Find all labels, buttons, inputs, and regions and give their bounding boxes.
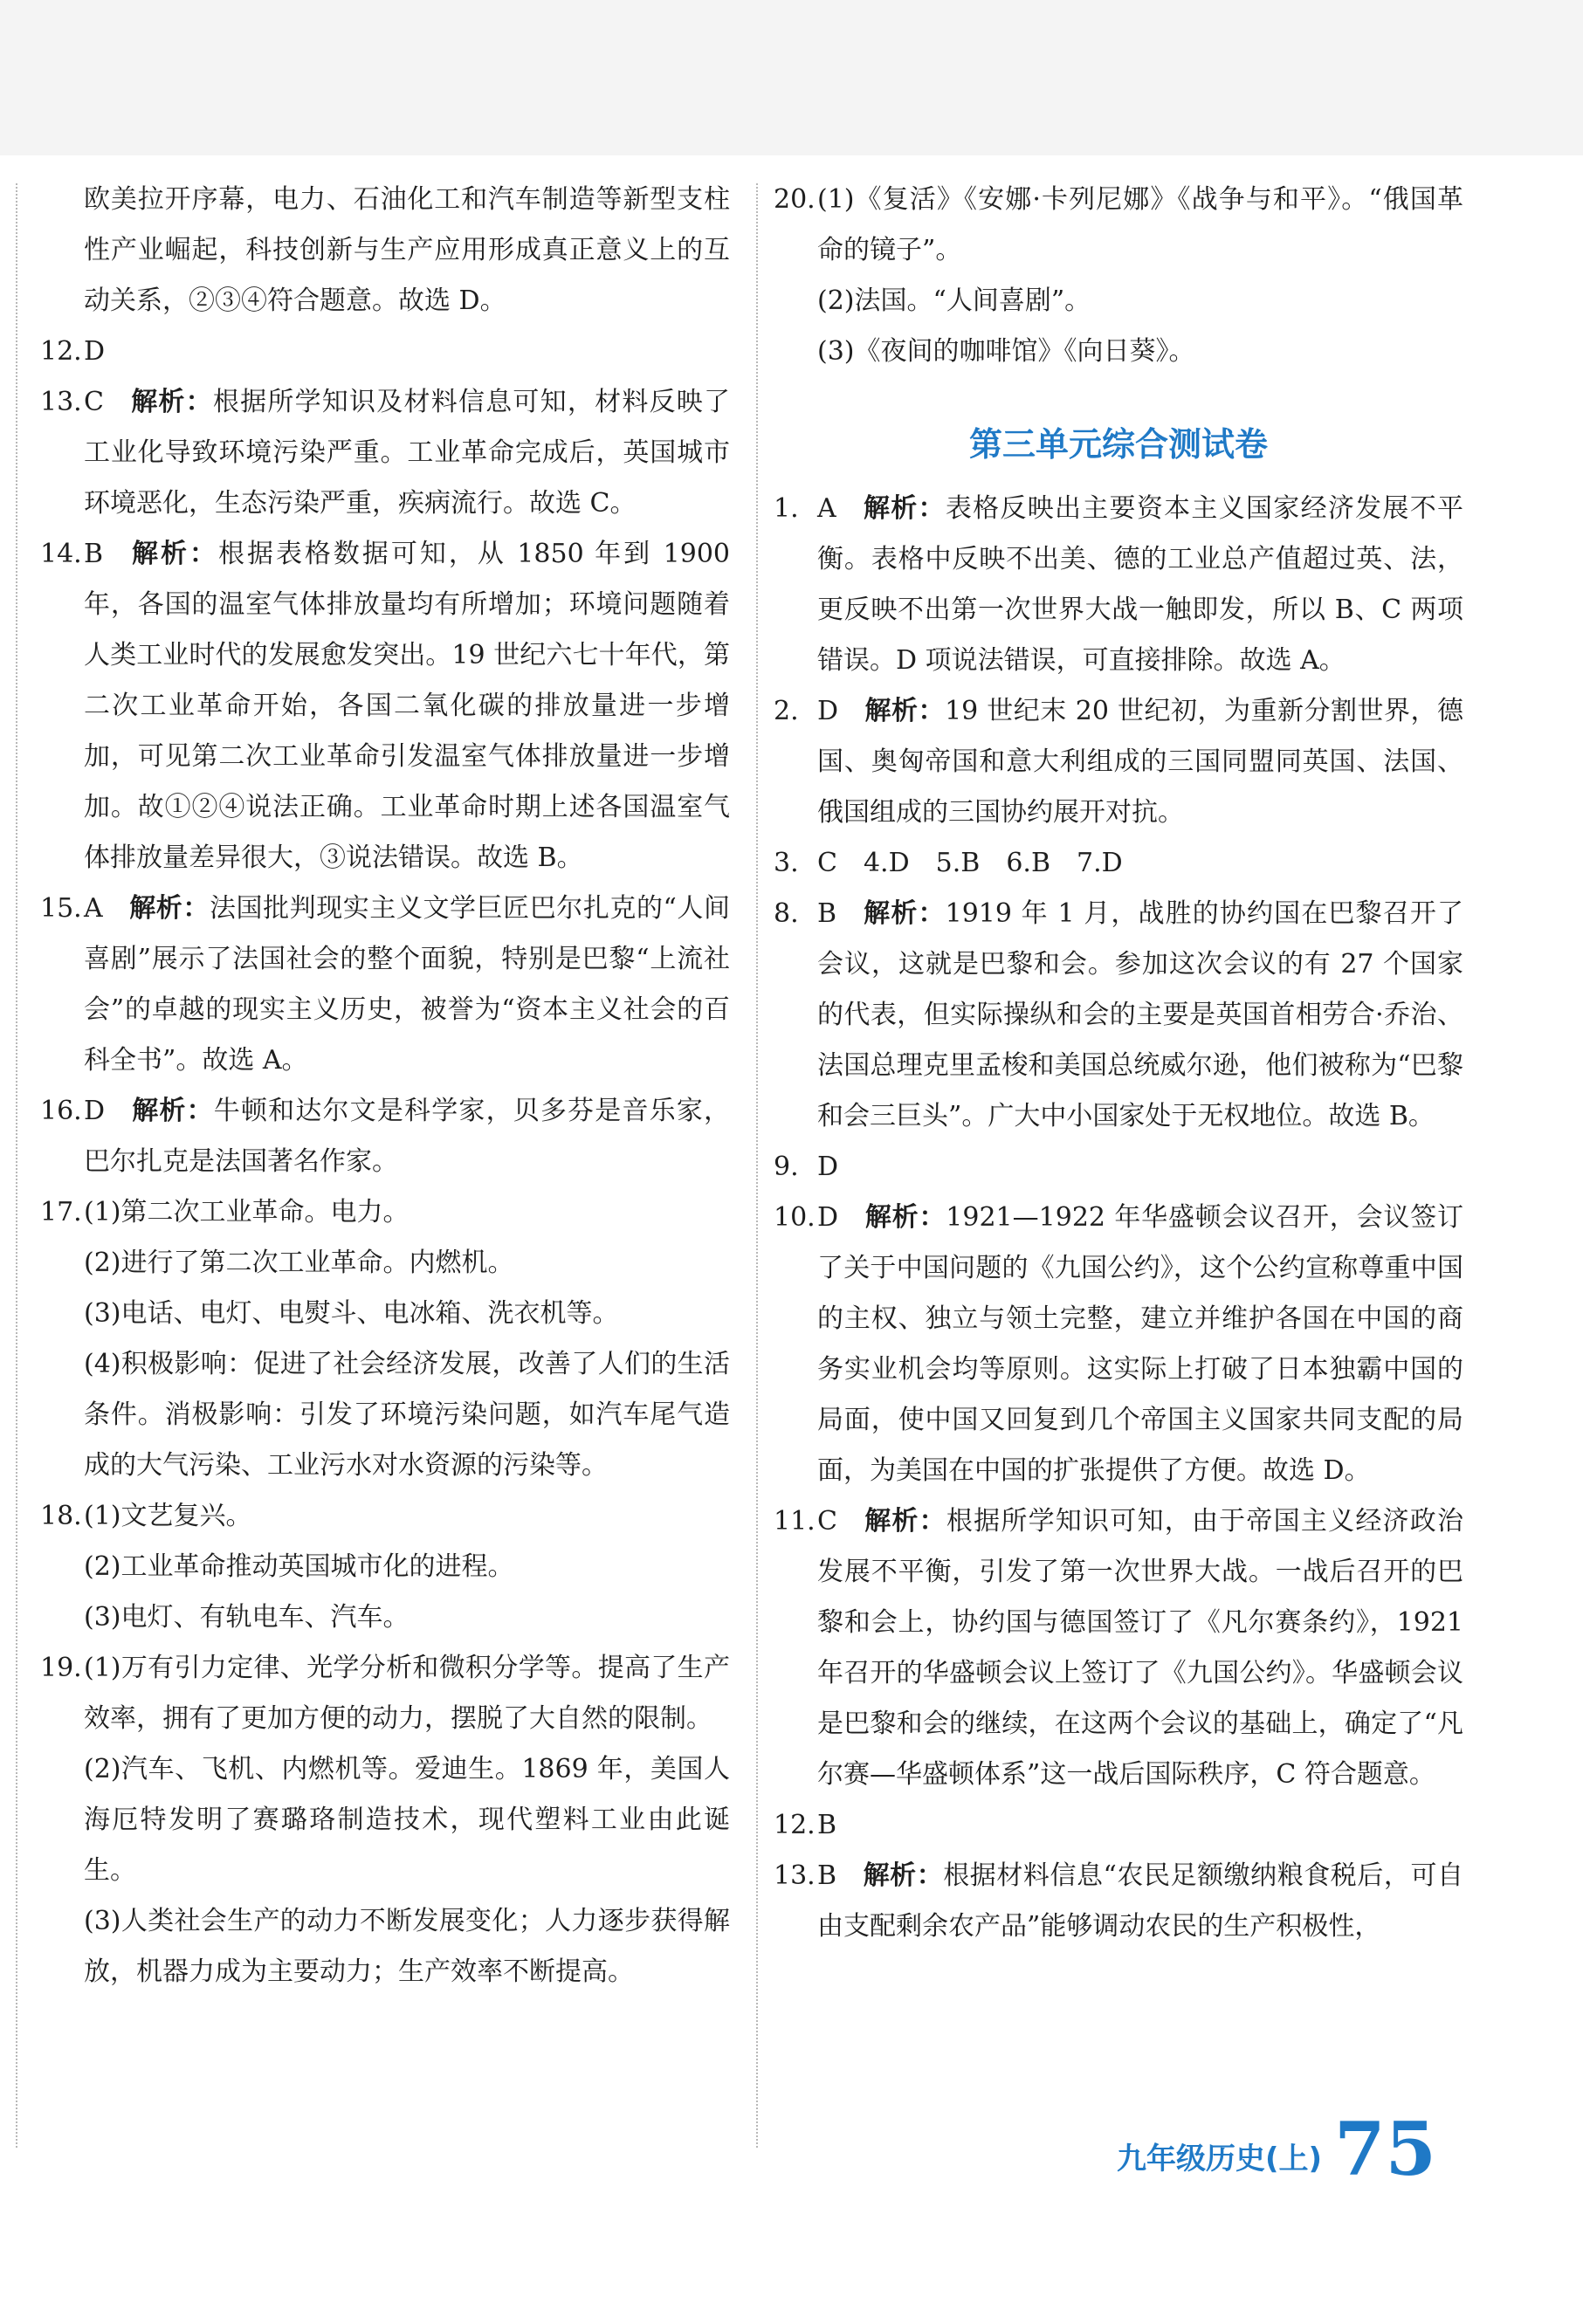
- question-number: 5.: [935, 848, 961, 878]
- question-number: 13.: [774, 1860, 816, 1891]
- answer-item: [40, 327, 730, 377]
- analysis-text: 根据所学知识及材料信息可知，材料反映了工业化导致环境污染严重。工业革命完成后，英国城市环境恶化，生态污染严重，疾病流行。故选 C。: [84, 387, 731, 519]
- question-number: 7.: [1077, 848, 1102, 878]
- answer-part: (3)电话、电灯、电熨斗、电冰箱、洗衣机等。: [84, 1298, 619, 1329]
- answer-part: (1)万有引力定律、光学分析和微积分学等。提高了生产效率，拥有了更加方便的动力，摆脱了大自然的限制。: [84, 1653, 730, 1734]
- analysis-text: 表格反映出主要资本主义国家经济发展不平衡。表格中反映不出美、德的工业总产值超过英、法，更反映不出第一次世界大战一触即发，所以 B、C 两项错误。D 项说法错误，可直接排除。故选 A。: [817, 493, 1464, 676]
- answer-letter: D: [84, 336, 106, 367]
- analysis-text: 根据材料信息“农民足额缴纳粮食税后，可自由支配剩余农产品”能够调动农民的生产积极性，: [817, 1860, 1464, 1942]
- answer-item: [774, 1851, 1463, 1952]
- question-number: 9.: [774, 1152, 799, 1182]
- answer-part: (3)人类社会生产的动力不断发展变化；人力逐步获得解放，机器力成为主要动力；生产效率不断提高。: [84, 1906, 730, 1987]
- answer-item: [774, 1142, 1463, 1193]
- question-number: 6.: [1006, 848, 1031, 878]
- answer-part: (3)《夜间的咖啡馆》《向日葵》。: [817, 336, 1195, 367]
- answer-part: (1)第二次工业革命。电力。: [84, 1197, 410, 1227]
- question-number: 17.: [40, 1197, 82, 1227]
- analysis-label: 解析：: [864, 696, 946, 726]
- answer-item: [774, 484, 1463, 686]
- analysis-label: 解析：: [863, 1506, 946, 1537]
- answer-item: [774, 175, 1463, 377]
- answer-letter: C: [84, 387, 104, 417]
- answer-letter: B: [960, 848, 981, 878]
- analysis-text: 1921—1922 年华盛顿会议召开，会议签订了关于中国问题的《九国公约》，这个公约宣称尊重中国的主权、独立与领土完整，建立并维护各国在中国的商务实业机会均等原则。这实际上打破了日本独霸中国的局面，使中国又回复到几个帝国主义国家共同支配的局面，为美国在中国的扩张提供了方便。故选 D。: [817, 1202, 1464, 1486]
- answer-part: (1)文艺复兴。: [84, 1501, 252, 1531]
- column-divider-left: [16, 183, 17, 2148]
- analysis-text: 法国批判现实主义文学巨匠巴尔扎克的“人间喜剧”展示了法国社会的整个面貌，特别是巴黎“上流社会”的卓越的现实主义历史，被誉为“资本主义社会的百科全书”。故选 A。: [84, 893, 731, 1076]
- question-number: 13.: [40, 387, 82, 417]
- question-number: 8.: [774, 898, 799, 929]
- answer-letter: A: [817, 493, 836, 524]
- answer-letter: B: [84, 539, 104, 569]
- answer-item: [774, 1496, 1463, 1800]
- answer-item: [40, 1187, 730, 1491]
- analysis-label: 解析：: [864, 1202, 946, 1233]
- answer-letter: A: [84, 893, 103, 924]
- question-number: 18.: [40, 1501, 82, 1531]
- footer-subject: 九年级历史(上): [1117, 2142, 1323, 2176]
- analysis-text: 根据所学知识可知，由于帝国主义经济政治发展不平衡，引发了第一次世界大战。一战后召开的巴黎和会上，协约国与德国签订了《凡尔赛条约》，1921 年召开的华盛顿会议上签订了《九国公约》。华盛顿会议是巴黎和会的继续，在这两个会议的基础上，确定了“凡尔赛—华盛顿体系”这一战后国际秩序，C 符合题意。: [817, 1506, 1464, 1790]
- page-number: 75: [1334, 2106, 1436, 2192]
- analysis-text: 牛顿和达尔文是科学家，贝多芬是音乐家，巴尔扎克是法国著名作家。: [84, 1096, 731, 1177]
- answer-part: (2)进行了第二次工业革命。内燃机。: [84, 1248, 514, 1278]
- analysis-label: 解析：: [129, 387, 213, 417]
- answer-letter: D: [888, 848, 910, 878]
- analysis-label: 解析：: [131, 1096, 214, 1126]
- answer-part: (1)《复活》《安娜·卡列尼娜》《战争与和平》。“俄国革命的镜子”。: [817, 184, 1463, 265]
- analysis-text: 19 世纪末 20 世纪初，为重新分割世界，德国、奥匈帝国和意大利组成的三国同盟同英国、法国、俄国组成的三国协约展开对抗。: [817, 696, 1463, 828]
- answer-letter: B: [817, 898, 837, 929]
- answer-item: [40, 529, 730, 884]
- question-number: 3.: [774, 848, 799, 878]
- analysis-text: 根据表格数据可知，从 1850 年到 1900 年，各国的温室气体排放量均有所增加；环境问题随着人类工业时代的发展愈发突出。19 世纪六七十年代，第二次工业革命开始，各国二氧化碳的排放量进一步增加，可见第二次工业革命引发温室气体排放量进一步增加。故①②④说法正确。工业革命时期上述各国温室气体排放量差异很大，③说法错误。故选 B。: [84, 539, 731, 873]
- answer-part: (2)汽车、飞机、内燃机等。爱迪生。1869 年，美国人海厄特发明了赛璐珞制造技术，现代塑料工业由此诞生。: [84, 1754, 730, 1886]
- question-number: 15.: [40, 893, 82, 924]
- answer-letter: D: [817, 1202, 839, 1233]
- question-number: 10.: [774, 1202, 816, 1233]
- question-number: 2.: [774, 696, 799, 726]
- answer-part: (4)积极影响：促进了社会经济发展，改善了人们的生活条件。消极影响：引发了环境污染问题，如汽车尾气造成的大气污染、工业污水对水资源的污染等。: [84, 1349, 730, 1481]
- right-column: [774, 175, 1463, 1952]
- question-number: 16.: [40, 1096, 82, 1126]
- question-number: 11.: [774, 1506, 816, 1537]
- answer-letter: C: [817, 848, 837, 878]
- question-number: 14.: [40, 539, 82, 569]
- answer-item: [40, 1086, 730, 1187]
- answer-letter: C: [817, 1506, 837, 1537]
- analysis-text: 1919 年 1 月，战胜的协约国在巴黎召开了会议，这就是巴黎和会。参加这次会议的有 27 个国家的代表，但实际操纵和会的主要是英国首相劳合·乔治、法国总理克里孟梭和美国总统威尔逊，他们被称为“巴黎和会三巨头”。广大中小国家处于无权地位。故选 B。: [817, 898, 1464, 1131]
- analysis-label: 解析：: [862, 493, 946, 524]
- analysis-label: 解析：: [128, 893, 210, 924]
- question-number: 12.: [774, 1810, 816, 1840]
- continued-answer-text: [40, 175, 730, 327]
- answer-letter: B: [817, 1860, 837, 1891]
- answer-item: [774, 686, 1463, 838]
- answer-letter: D: [817, 696, 839, 726]
- page-footer: [1117, 2106, 1436, 2192]
- column-divider-center: [756, 183, 758, 2148]
- section-title: 第三单元综合测试卷: [968, 425, 1268, 464]
- analysis-label: 解析：: [863, 898, 946, 929]
- top-margin-band: [0, 0, 1583, 155]
- question-number: 4.: [863, 848, 889, 878]
- answer-letter: B: [1030, 848, 1050, 878]
- answer-item: [774, 1193, 1463, 1496]
- question-number: 12.: [40, 336, 82, 367]
- answer-letter: B: [817, 1810, 837, 1840]
- answer-letter: D: [817, 1152, 839, 1182]
- answer-item: [774, 1800, 1463, 1851]
- question-number: 1.: [774, 493, 799, 524]
- answer-item: [40, 1491, 730, 1643]
- question-number: 19.: [40, 1653, 82, 1683]
- left-column: [40, 175, 730, 1997]
- answer-letter: D: [84, 1096, 106, 1126]
- analysis-label: 解析：: [129, 539, 218, 569]
- continued-text: 欧美拉开序幕，电力、石油化工和汽车制造等新型支柱性产业崛起，科技创新与生产应用形成真正意义上的互动关系，②③④符合题意。故选 D。: [84, 184, 730, 316]
- analysis-label: 解析：: [863, 1860, 944, 1891]
- answer-item: [40, 1643, 730, 1997]
- answer-row: [774, 838, 1463, 889]
- answer-letter: D: [1101, 848, 1123, 878]
- answer-part: (2)工业革命推动英国城市化的进程。: [84, 1551, 514, 1582]
- answer-part: (2)法国。“人间喜剧”。: [817, 285, 1091, 316]
- answer-item: [40, 377, 730, 529]
- answer-part: (3)电灯、有轨电车、汽车。: [84, 1602, 410, 1633]
- answer-item: [774, 889, 1463, 1142]
- answer-item: [40, 884, 730, 1086]
- question-number: 20.: [774, 184, 816, 215]
